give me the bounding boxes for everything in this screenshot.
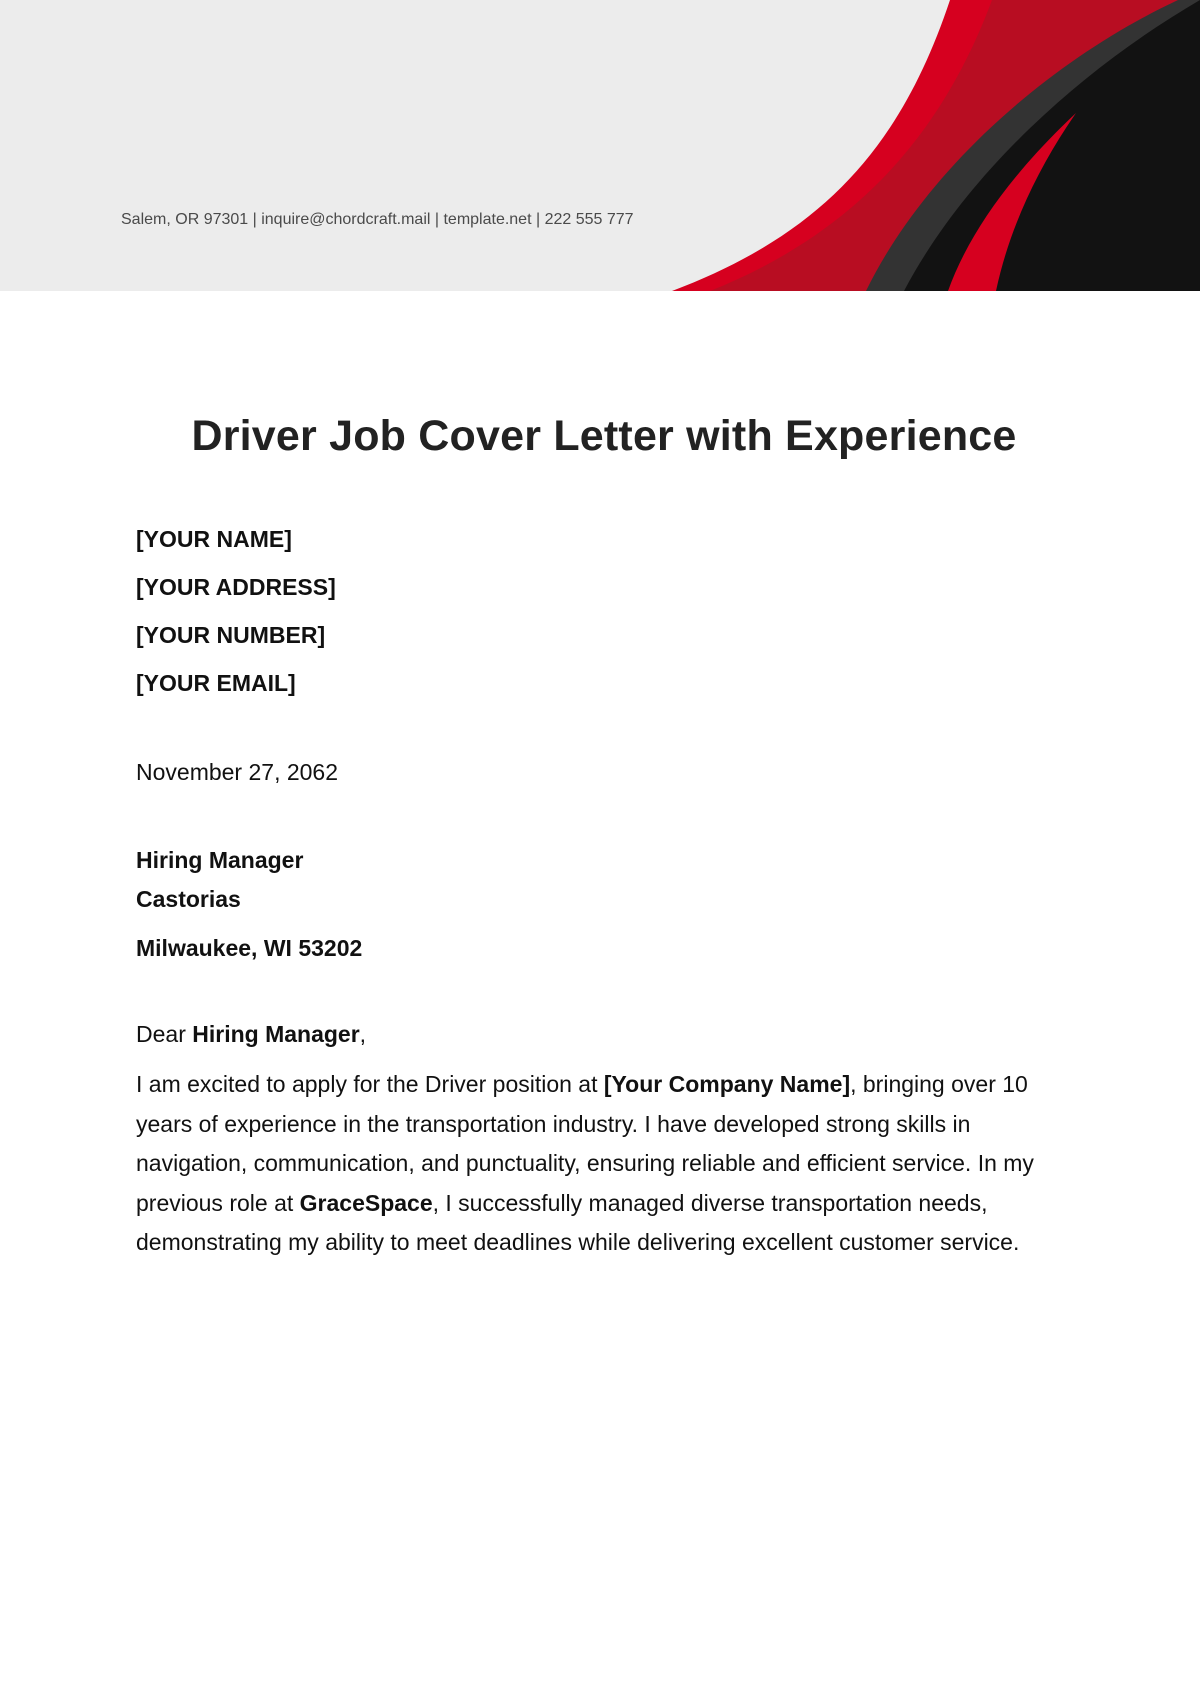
sender-address: [YOUR ADDRESS] — [136, 574, 336, 600]
paragraph-text-2: , bringing over 10 years of experience in the transportation industry. I have developed strong skills in navigation, communication, and punctuality, ensuring reliable and efficient service. In my previous role at — [136, 1071, 1034, 1216]
paragraph-text-3: , I successfully managed diverse transportation needs, demonstrating my ability to meet deadlines while delivering excellent customer service. — [136, 1189, 1020, 1255]
recipient-company: Castorias — [136, 886, 241, 912]
salutation-suffix: , — [359, 1021, 367, 1047]
contact-info-line: Salem, OR 97301 | inquire@chordcraft.mail | template.net | 222 555 777 — [121, 211, 634, 228]
recipient-location: Milwaukee, WI 53202 — [136, 935, 363, 961]
recipient-block — [136, 846, 362, 962]
sender-email: [YOUR EMAIL] — [136, 670, 296, 696]
salutation — [136, 1021, 366, 1048]
salutation-name: Hiring Manager — [192, 1021, 360, 1047]
sender-number: [YOUR NUMBER] — [136, 622, 326, 648]
body-paragraph — [136, 1065, 1076, 1263]
salutation-prefix: Dear — [136, 1021, 193, 1047]
sender-name: [YOUR NAME] — [136, 526, 292, 552]
previous-company: GraceSpace — [299, 1189, 433, 1216]
decorative-swoosh-graphic — [0, 0, 1200, 291]
company-placeholder: [Your Company Name] — [603, 1071, 851, 1097]
document-title: Driver Job Cover Letter with Experience — [191, 412, 1017, 460]
letter-date: November 27, 2062 — [136, 759, 339, 785]
letterhead-banner — [0, 0, 1200, 291]
recipient-title: Hiring Manager — [136, 847, 304, 873]
sender-block — [136, 525, 336, 717]
paragraph-text-1: I am excited to apply for the Driver position at — [136, 1071, 604, 1097]
